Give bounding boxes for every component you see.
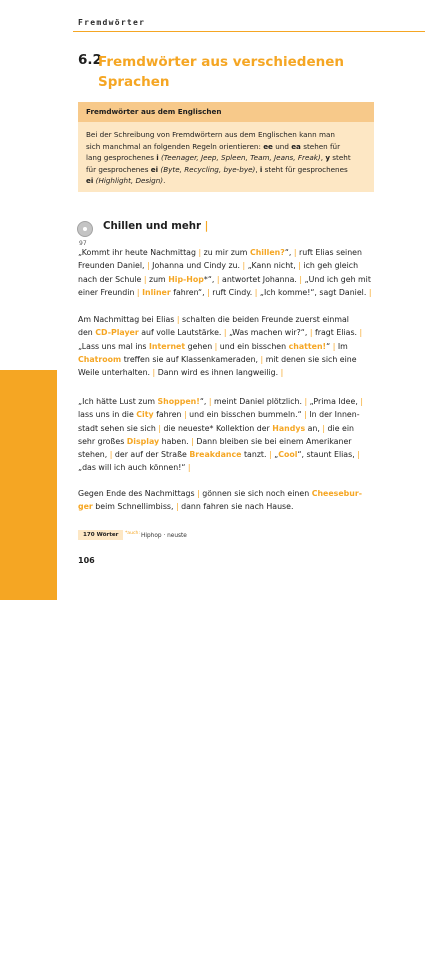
- text-line: Weile unterhalten. | Dann wird es ihnen langweilig. |: [78, 368, 284, 378]
- highlighted-loanword: Cool: [278, 450, 298, 460]
- bold-term: ea: [291, 141, 301, 151]
- highlighted-loanword: Display: [126, 436, 160, 446]
- text-line: den CD-Player auf volle Lautstärke. | „Was machen wir?“, | fragt Elias. |: [78, 328, 363, 338]
- section-number: 6.2: [78, 52, 102, 68]
- side-tab: [0, 370, 57, 958]
- info-box: [78, 102, 374, 192]
- phrase-separator: |: [260, 354, 264, 364]
- phrase-separator: |: [136, 287, 140, 297]
- text-line: sehr großes Display haben. | Dann bleiben sie bei einem Amerikaner: [78, 436, 352, 446]
- header-rule: [73, 31, 425, 32]
- text-line: lass uns in die City fahren | und ein bisschen bummeln.“ | In der Innen-: [78, 410, 360, 420]
- phrase-separator: |: [357, 450, 360, 460]
- phrase-separator: |: [280, 368, 284, 378]
- story-paragraph: [78, 487, 378, 514]
- word-count-badge: 170 Wörter: [78, 530, 123, 540]
- phrase-separator: |: [176, 315, 180, 324]
- info-box-body: [86, 129, 368, 187]
- text-line: lang gesprochenes i (Teenager, Jeep, Spleen, Team, Jeans, Freak), y steht: [86, 153, 351, 163]
- text-line: stehen, | der auf der Straße Breakdance tanzt. | „Cool“, staunt Elias, |: [78, 450, 360, 460]
- phrase-separator: |: [187, 463, 191, 473]
- story-paragraph: [78, 246, 378, 299]
- phrase-separator: |: [216, 274, 220, 284]
- story-title-text: Chillen und mehr: [103, 221, 202, 232]
- alternative-spellings-words: Hiphop · neuste: [141, 532, 187, 539]
- phrase-separator: |: [293, 248, 297, 257]
- example-words: (Highlight, Design): [95, 176, 164, 186]
- text-line: Am Nachmittag bei Elias | schalten die beiden Freunde zuerst einmal: [78, 315, 349, 324]
- text-line: „Ich hätte Lust zum Shoppen!“, | meint Daniel plötzlich. | „Prima Idee, |: [78, 397, 363, 406]
- highlighted-loanword: Chillen?: [249, 248, 285, 257]
- phrase-separator: |: [109, 450, 113, 460]
- section-title: Fremdwörter aus verschiedenen Sprachen: [98, 54, 344, 90]
- text-line: Gegen Ende des Nachmittags | gönnen sie sich noch einen Cheesebur-: [78, 489, 362, 498]
- text-line: Chatroom treffen sie auf Klassenkameraden, | mit denen sie sich eine: [78, 354, 357, 364]
- highlighted-loanword: ger: [78, 502, 93, 512]
- phrase-separator: |: [360, 397, 363, 406]
- text-line: sich manchmal an folgenden Regeln orientieren: ee und ea stehen für: [86, 141, 341, 151]
- highlighted-loanword: CD-Player: [95, 328, 139, 338]
- bold-term: i: [259, 164, 263, 174]
- phrase-separator: |: [254, 287, 258, 297]
- bold-term: ee: [263, 141, 273, 151]
- example-words: (Byte, Recycling, bye-bye): [160, 164, 256, 174]
- phrase-separator: |: [299, 274, 303, 284]
- phrase-separator: |: [208, 397, 212, 406]
- text-line: „Kommt ihr heute Nachmittag | zu mir zum Chillen?“, | ruft Elias seinen: [78, 248, 362, 257]
- text-line: für gesprochenes ei (Byte, Recycling, bye-bye), i steht für gesprochenes: [86, 164, 348, 174]
- highlighted-loanword: Breakdance: [189, 450, 242, 460]
- info-box-title: Fremdwörter aus dem Englischen: [86, 107, 222, 116]
- phrase-separator: |: [207, 287, 210, 297]
- text-line: „das will ich auch können!“ |: [78, 463, 191, 473]
- phrase-separator: |: [152, 368, 156, 378]
- phrase-separator: |: [158, 423, 161, 433]
- running-header: [0, 0, 425, 33]
- example-words: (Teenager, Jeep, Spleen, Team, Jeans, Freak): [161, 153, 321, 163]
- phrase-separator: |: [332, 341, 336, 351]
- alternative-spellings-prefix: *auch:: [125, 531, 141, 536]
- info-box-header: [78, 102, 374, 122]
- phrase-separator: |: [359, 328, 363, 338]
- highlighted-loanword: Cheesebur-: [311, 489, 362, 498]
- highlighted-loanword: Handys: [272, 423, 306, 433]
- highlighted-loanword: chatten!: [288, 341, 327, 351]
- phrase-separator: |: [143, 274, 147, 284]
- phrase-separator: |: [304, 397, 308, 406]
- phrase-separator: |: [304, 410, 307, 420]
- phrase-separator: |: [269, 450, 272, 460]
- text-line: Bei der Schreibung von Fremdwörtern aus dem Englischen kann man: [86, 130, 335, 139]
- phrase-separator: |: [191, 436, 194, 446]
- text-line: ei (Highlight, Design).: [86, 176, 166, 186]
- text-line: einer Freundin | Inliner fahren“, | ruft Cindy. | „Ich komme!“, sagt Daniel. |: [78, 287, 372, 297]
- phrase-separator: |: [147, 261, 150, 271]
- highlighted-loanword: Hip-Hop: [168, 274, 204, 284]
- phrase-separator: |: [175, 502, 179, 512]
- phrase-separator: |: [322, 423, 326, 433]
- phrase-separator: |: [368, 287, 372, 297]
- phrase-separator: |: [197, 489, 200, 498]
- phrase-separator: |: [184, 410, 187, 420]
- running-header-title: Fremdwörter: [78, 18, 146, 27]
- story-paragraph: [78, 395, 378, 475]
- phrase-separator: |: [214, 341, 218, 351]
- side-tab-label: 6. KLASSE: [11, 761, 45, 958]
- text-line: stadt sehen sie sich | die neueste* Kollektion der Handys an, | die ein: [78, 423, 354, 433]
- text-line: Freunden Daniel, | Johanna und Cindy zu. | „Kann nicht, | ich geh gleich: [78, 261, 359, 271]
- text-line: „Lass uns mal ins Internet gehen | und ein bisschen chatten!“ | Im: [78, 341, 348, 351]
- alternative-spellings: [125, 531, 187, 539]
- bold-term: ei: [86, 176, 94, 186]
- story-paragraph: [78, 313, 378, 379]
- phrase-separator: |: [204, 221, 209, 232]
- bold-term: y: [325, 153, 331, 163]
- text-line: nach der Schule | zum Hip-Hop*“, | antwortet Johanna. | „Und ich geh mit: [78, 274, 371, 284]
- phrase-separator: |: [242, 261, 246, 271]
- highlighted-loanword: Shoppen!: [157, 397, 200, 406]
- bold-term: i: [156, 153, 159, 163]
- highlighted-loanword: City: [136, 410, 154, 420]
- page-number: 106: [78, 556, 95, 565]
- phrase-separator: |: [198, 248, 202, 257]
- highlighted-loanword: Internet: [149, 341, 186, 351]
- highlighted-loanword: Inliner: [142, 287, 171, 297]
- text-line: ger beim Schnellimbiss, | dann fahren sie nach Hause.: [78, 502, 294, 512]
- highlighted-loanword: Chatroom: [78, 354, 122, 364]
- phrase-separator: |: [223, 328, 227, 338]
- phrase-separator: |: [298, 261, 301, 271]
- bold-term: ei: [150, 164, 159, 174]
- audio-cd-icon: [77, 221, 93, 237]
- story-title: [103, 221, 208, 232]
- audio-track-number: 97: [79, 240, 87, 247]
- phrase-separator: |: [309, 328, 313, 338]
